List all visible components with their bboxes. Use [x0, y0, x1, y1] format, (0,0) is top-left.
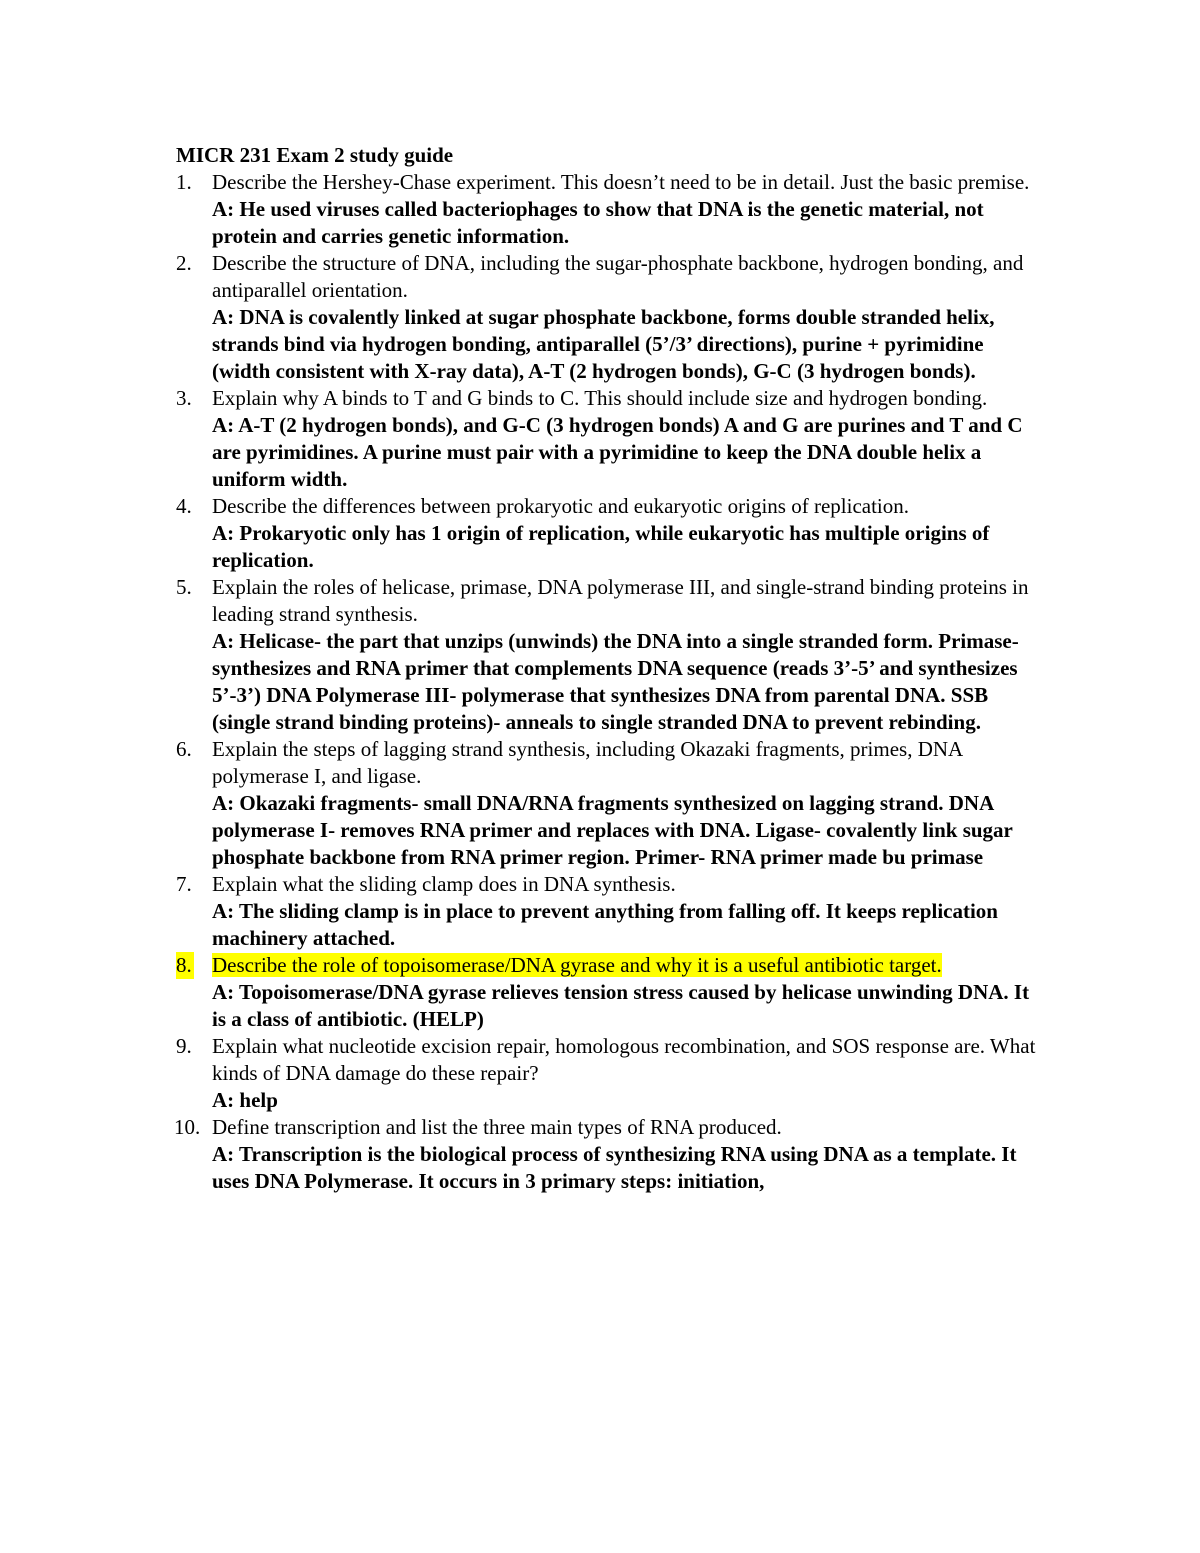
list-item [176, 574, 1036, 736]
answer-text: A: The sliding clamp is in place to prevent anything from falling off. It keeps replication machinery attached. [212, 899, 998, 950]
item-number: 4. [176, 494, 192, 518]
question-text: Describe the structure of DNA, including the sugar-phosphate backbone, hydrogen bonding, and antiparallel orientation. [212, 251, 1024, 302]
document-title: MICR 231 Exam 2 study guide [176, 143, 454, 167]
list-item [176, 871, 1036, 952]
item-number: 9. [176, 1034, 192, 1058]
list-item [176, 493, 1036, 574]
question-text: Explain why A binds to T and G binds to C. This should include size and hydrogen bonding. [212, 386, 988, 410]
question-text: Explain the roles of helicase, primase, DNA polymerase III, and single-strand binding proteins in leading strand synthesis. [212, 575, 1029, 626]
answer-text: A: Transcription is the biological process of synthesizing RNA using DNA as a template. It uses DNA Polymerase. It occurs in 3 primary steps: initiation, [212, 1142, 1017, 1193]
answer-text: A: Okazaki fragments- small DNA/RNA fragments synthesized on lagging strand. DNA polymerase I- removes RNA primer and replaces with DNA. Ligase- covalently link sugar phosphate backbone from RNA primer region. Primer- RNA primer made bu primase [212, 791, 1013, 869]
list-item [176, 385, 1036, 493]
answer-text: A: help [212, 1088, 278, 1112]
item-number: 10. [174, 1115, 201, 1139]
question-text: Explain the steps of lagging strand synthesis, including Okazaki fragments, primes, DNA polymerase I, and ligase. [212, 737, 963, 788]
answer-text: A: Prokaryotic only has 1 origin of replication, while eukaryotic has multiple origins of replication. [212, 521, 990, 572]
answer-text: A: Topoisomerase/DNA gyrase relieves tension stress caused by helicase unwinding DNA. It is a class of antibiotic. (HELP) [212, 980, 1030, 1031]
item-number: 8. [176, 953, 192, 977]
answer-text: A: Helicase- the part that unzips (unwinds) the DNA into a single stranded form. Primase- synthesizes and RNA primer that complements DNA sequence (reads 3’-5’ and synthesizes 5’-3’) DNA Polymerase III- polymerase that synthesizes DNA from parental DNA. SSB (single strand binding proteins)- anneals to single stranded DNA to prevent rebinding. [212, 629, 1019, 734]
item-number: 6. [176, 737, 192, 761]
answer-text: A: DNA is covalently linked at sugar phosphate backbone, forms double stranded helix, strands bind via hydrogen bonding, antiparallel (5’/3’ directions), purine + pyrimidine (width consistent with X-ray data), A-T (2 hydrogen bonds), G-C (3 hydrogen bonds). [212, 305, 995, 383]
question-text: Describe the differences between prokaryotic and eukaryotic origins of replication. [212, 494, 909, 518]
list-item [176, 169, 1036, 250]
document-page [176, 140, 1036, 1195]
question-text: Explain what nucleotide excision repair, homologous recombination, and SOS response are. What kinds of DNA damage do these repair? [212, 1034, 1036, 1085]
highlighted-question: Describe the role of topoisomerase/DNA gyrase and why it is a useful antibiotic target. [212, 953, 942, 977]
item-number: 3. [176, 386, 192, 410]
list-item [176, 250, 1036, 385]
item-number: 2. [176, 251, 192, 275]
question-list [176, 169, 1036, 1195]
answer-text: A: A-T (2 hydrogen bonds), and G-C (3 hydrogen bonds) A and G are purines and T and C are pyrimidines. A purine must pair with a pyrimidine to keep the DNA double helix a uniform width. [212, 413, 1023, 491]
item-number: 5. [176, 575, 192, 599]
list-item [176, 736, 1036, 871]
answer-text: A: He used viruses called bacteriophages to show that DNA is the genetic material, not protein and carries genetic information. [212, 197, 984, 248]
question-text: Explain what the sliding clamp does in DNA synthesis. [212, 872, 676, 896]
question-text: Describe the Hershey-Chase experiment. This doesn’t need to be in detail. Just the basic premise. [212, 170, 1030, 194]
question-text [212, 952, 1036, 979]
list-item [176, 1114, 1036, 1195]
list-item [176, 1033, 1036, 1114]
question-text: Define transcription and list the three main types of RNA produced. [212, 1115, 782, 1139]
item-number: 7. [176, 872, 192, 896]
item-number: 1. [176, 170, 192, 194]
list-item-highlighted [176, 952, 1036, 1033]
